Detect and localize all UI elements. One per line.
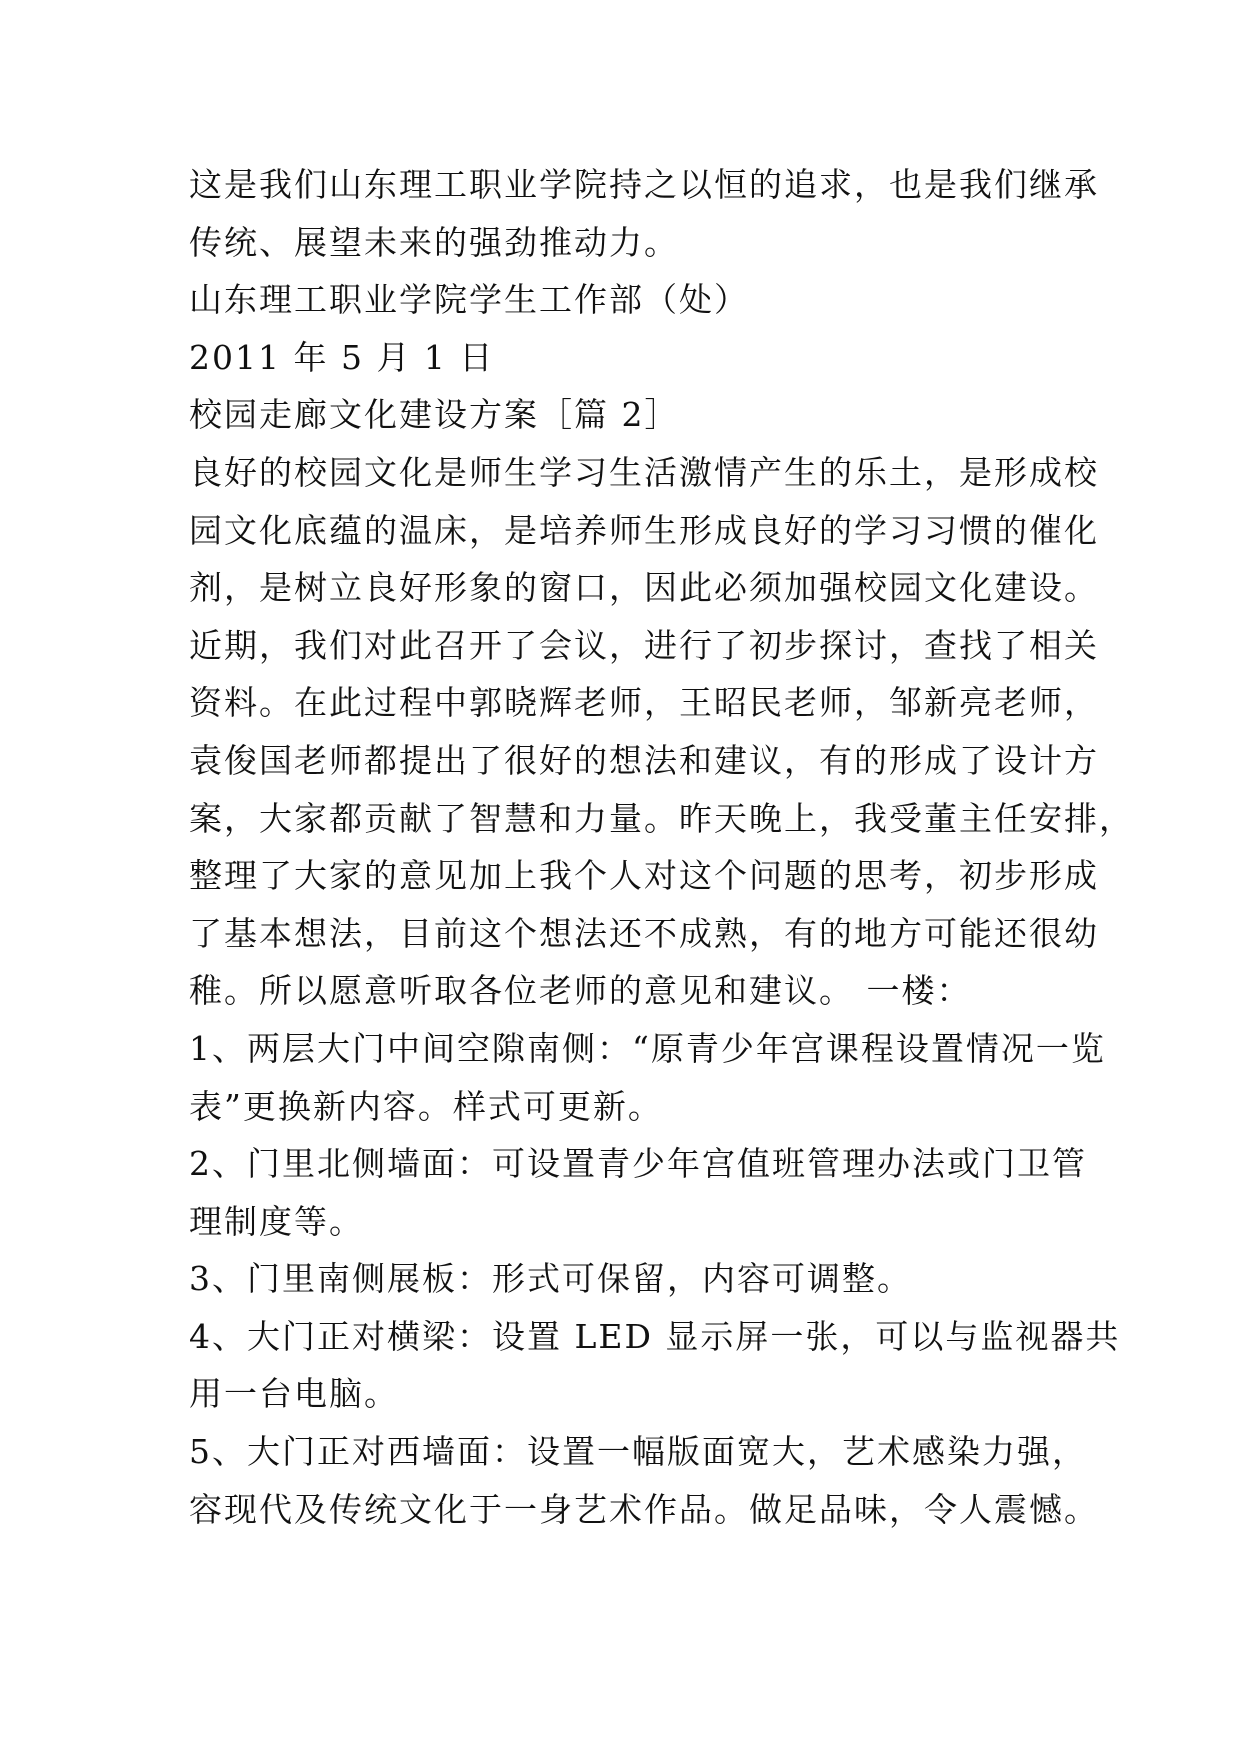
text-line: 园文化底蕴的温床，是培养师生形成良好的学习习惯的催化: [189, 510, 1099, 550]
list-item-line: 理制度等。: [189, 1201, 364, 1241]
list-item-line: 3、门里南侧展板：形式可保留，内容可调整。: [189, 1259, 912, 1299]
text-line: 剂，是树立良好形象的窗口，因此必须加强校园文化建设。: [189, 568, 1099, 608]
text-line: 近期，我们对此召开了会议，进行了初步探讨，查找了相关: [189, 625, 1099, 665]
text-line: 了基本想法，目前这个想法还不成熟，有的地方可能还很幼: [189, 913, 1099, 953]
text-line: 这是我们山东理工职业学院持之以恒的追求，也是我们继承: [189, 165, 1099, 204]
list-item-line: 容现代及传统文化于一身艺术作品。做足品味，令人震憾。: [189, 1489, 1099, 1529]
list-item-line: 2、门里北侧墙面：可设置青少年宫值班管理办法或门卫管: [189, 1144, 1087, 1184]
list-item-line: 4、大门正对横梁：设置 LED 显示屏一张，可以与监视器共: [189, 1316, 1121, 1356]
text-line: 稚。所以愿意听取各位老师的意见和建议。 一楼：: [189, 971, 972, 1011]
signature-date: 2011 年 5 月 1 日: [189, 337, 495, 377]
list-item-line: 用一台电脑。: [189, 1374, 399, 1414]
text-line: 整理了大家的意见加上我个人对这个问题的思考，初步形成: [189, 856, 1099, 896]
document-body: [189, 156, 1134, 1538]
list-item-line: 1、两层大门中间空隙南侧：“原青少年宫课程设置情况一览: [189, 1028, 1106, 1068]
list-item-line: 5、大门正对西墙面：设置一幅版面宽大，艺术感染力强，: [189, 1432, 1087, 1472]
signature-organization: 山东理工职业学院学生工作部（处）: [189, 280, 749, 320]
text-line: 资料。在此过程中郭晓辉老师，王昭民老师，邹新亮老师，: [189, 683, 1099, 723]
text-line: 传统、展望未来的强劲推动力。: [189, 222, 679, 262]
list-item-line: 表”更换新内容。样式可更新。: [189, 1086, 663, 1126]
text-line: 案，大家都贡献了智慧和力量。昨天晚上，我受董主任安排，: [189, 798, 1134, 838]
section-title: 校园走廊文化建设方案［篇 2］: [189, 395, 680, 435]
text-line: 袁俊国老师都提出了很好的想法和建议，有的形成了设计方: [189, 740, 1099, 780]
text-line: 良好的校园文化是师生学习生活激情产生的乐土，是形成校: [189, 452, 1099, 492]
